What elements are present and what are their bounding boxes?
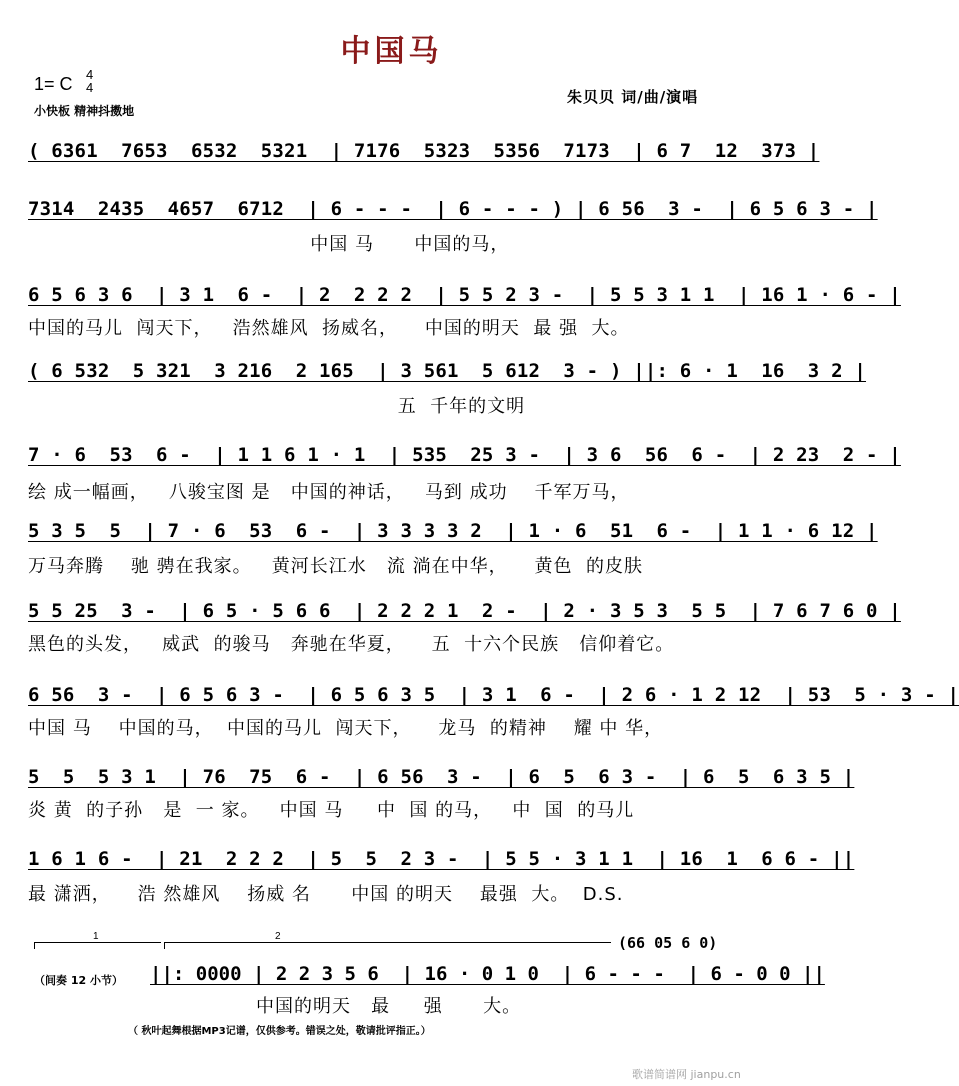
volta-label-2: 2 — [275, 931, 281, 942]
score-line-5: 7 · 6 53 6 - | 1 1 6 1 · 1 | 535 25 3 - | 3 6 56 6 - | 2 23 2 - | — [28, 444, 901, 466]
volta-label-1: 1 — [93, 931, 99, 942]
lyric-line-7: 黑色的头发， 威武 的骏马 奔驰在华夏， 五 十六个民族 信仰着它。 — [28, 634, 675, 655]
lyric-line-2: 中国 马 中国的马， — [28, 234, 510, 255]
volta-bracket-1 — [34, 931, 161, 949]
lyric-line-6: 万马奔腾 驰 骋在我家。 黄河长江水 流 淌在中华， 黄色 的皮肤 — [28, 556, 643, 577]
score-line-6: 5 3 5 5 | 7 · 6 53 6 - | 3 3 3 3 2 | 1 · 6 51 6 - | 1 1 · 6 12 | — [28, 520, 878, 542]
credit: 朱贝贝 词/曲/演唱 — [567, 88, 699, 106]
watermark: 歌谱简谱网 jianpu.cn — [632, 1068, 741, 1081]
score-line-8: 6 56 3 - | 6 5 6 3 - | 6 5 6 3 5 | 3 1 6 - | 2 6 · 1 2 12 | 53 5 · 3 - | — [28, 684, 959, 706]
final-score-line: ||: 0000 | 2 2 3 5 6 | 16 · 0 1 0 | 6 - - - | 6 - 0 0 || — [150, 963, 825, 985]
ending-notes: (66 05 6 0) — [618, 934, 718, 952]
tempo-marking: 小快板 精神抖擞地 — [34, 104, 135, 118]
lyric-line-5: 绘 成一幅画， 八骏宝图 是 中国的神话， 马到 成功 千军万马， — [28, 482, 630, 503]
footnote: （ 秋叶起舞根据MP3记谱，仅供参考。错误之处，敬请批评指正。） — [128, 1026, 431, 1037]
lyric-line-8: 中国 马 中国的马， 中国的马儿 闯天下， 龙马 的精神 耀 中 华， — [28, 718, 664, 739]
time-signature — [86, 68, 93, 94]
lyric-line-4: 五 千年的文明 — [28, 396, 526, 417]
score-line-4: ( 6 532 5 321 3 216 2 165 | 3 561 5 612 3 - ) ||: 6 · 1 16 3 2 | — [28, 360, 867, 382]
score-line-10: 1 6 1 6 - | 21 2 2 2 | 5 5 2 3 - | 5 5 · 3 1 1 | 16 1 6 6 - || — [28, 848, 855, 870]
key-signature: 1= C — [34, 74, 73, 94]
page-title: 中国马 — [340, 34, 443, 69]
lyric-line-9: 炎 黄 的子孙 是 一 家。 中国 马 中 国 的马， 中 国 的马儿 — [28, 800, 635, 821]
lyric-line-10: 最 潇洒， 浩 然雄风 扬威 名 中国 的明天 最强 大。 D.S. — [28, 884, 624, 905]
lyric-line-3: 中国的马儿 闯天下， 浩然雄风 扬威名， 中国的明天 最 强 大。 — [28, 318, 630, 339]
score-line-7: 5 5 25 3 - | 6 5 · 5 6 6 | 2 2 2 1 2 - | 2 · 3 5 3 5 5 | 7 6 7 6 0 | — [28, 600, 901, 622]
time-bottom: 4 — [86, 80, 94, 95]
score-line-3: 6 5 6 3 6 | 3 1 6 - | 2 2 2 2 | 5 5 2 3 - | 5 5 3 1 1 | 16 1 · 6 - | — [28, 284, 901, 306]
final-lyric-line: 中国的明天 最 强 大。 — [256, 996, 522, 1017]
interlude-label: （间奏 12 小节） — [34, 974, 123, 987]
volta-bracket-2 — [164, 931, 611, 949]
score-line-9: 5 5 5 3 1 | 76 75 6 - | 6 56 3 - | 6 5 6 3 - | 6 5 6 3 5 | — [28, 766, 855, 788]
time-top: 4 — [86, 67, 94, 82]
score-line-2: 7314 2435 4657 6712 | 6 - - - | 6 - - - ) | 6 56 3 - | 6 5 6 3 - | — [28, 198, 878, 220]
score-line-1: ( 6361 7653 6532 5321 | 7176 5323 5356 7173 | 6 7 12 373 | — [28, 140, 820, 162]
